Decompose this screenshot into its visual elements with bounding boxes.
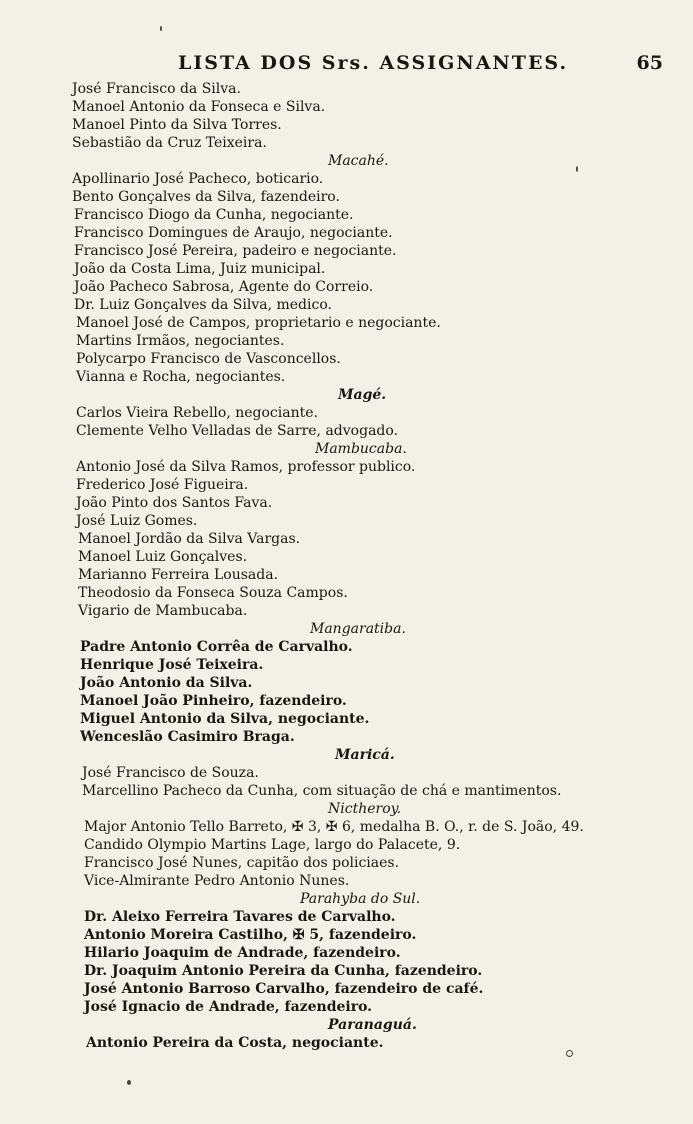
ink-speck — [127, 1080, 131, 1085]
list-entry: Clemente Velho Velladas de Sarre, advogado. — [76, 423, 399, 439]
list-entry: Marianno Ferreira Lousada. — [78, 567, 279, 583]
list-entry: Henrique José Teixeira. — [80, 657, 264, 673]
place-heading-parahyba: Parahyba do Sul. — [300, 891, 421, 907]
list-entry: Manoel José de Campos, proprietario e negociante. — [76, 315, 441, 331]
list-entry: Francisco Diogo da Cunha, negociante. — [74, 207, 354, 223]
list-entry: Bento Gonçalves da Silva, fazendeiro. — [72, 189, 340, 205]
list-entry: Manoel João Pinheiro, fazendeiro. — [80, 693, 347, 709]
list-entry: Marcellino Pacheco da Cunha, com situação de chá e mantimentos. — [82, 783, 562, 799]
place-heading-mambucaba: Mambucaba. — [315, 441, 407, 457]
page-number: 65 — [636, 52, 663, 74]
list-entry: João Pacheco Sabrosa, Agente do Correio. — [74, 279, 374, 295]
list-entry: Vigario de Mambucaba. — [78, 603, 248, 619]
list-entry: Miguel Antonio da Silva, negociante. — [80, 711, 370, 727]
list-entry: João da Costa Lima, Juiz municipal. — [74, 261, 326, 277]
list-entry: Carlos Vieira Rebello, negociante. — [76, 405, 318, 421]
subscriber-list — [70, 80, 670, 1052]
place-heading-macahe: Macahé. — [328, 153, 389, 169]
list-entry: Francisco José Nunes, capitão dos policiaes. — [84, 855, 400, 871]
place-heading-paranagua: Paranaguá. — [328, 1017, 417, 1033]
list-entry: Candido Olympio Martins Lage, largo do Palacete, 9. — [84, 837, 461, 853]
list-entry: Manoel Pinto da Silva Torres. — [72, 117, 282, 133]
list-entry: Manoel Antonio da Fonseca e Silva. — [72, 99, 326, 115]
list-entry: Dr. Luiz Gonçalves da Silva, medico. — [74, 297, 332, 313]
list-entry: Theodosio da Fonseca Souza Campos. — [78, 585, 348, 601]
list-entry: Vianna e Rocha, negociantes. — [76, 369, 286, 385]
page-header — [0, 52, 693, 76]
list-entry: José Ignacio de Andrade, fazendeiro. — [84, 999, 373, 1015]
place-heading-mangaratiba: Mangaratiba. — [310, 621, 406, 637]
list-entry: José Luiz Gomes. — [76, 513, 198, 529]
list-entry: José Antonio Barroso Carvalho, fazendeiro de café. — [84, 981, 484, 997]
list-entry: Frederico José Figueira. — [76, 477, 249, 493]
list-entry: João Pinto dos Santos Fava. — [76, 495, 273, 511]
list-entry: Dr. Aleixo Ferreira Tavares de Carvalho. — [84, 909, 396, 925]
list-entry: Francisco Domingues de Araujo, negociante. — [74, 225, 393, 241]
list-entry: José Francisco de Souza. — [82, 765, 259, 781]
list-entry: Martins Irmãos, negociantes. — [76, 333, 285, 349]
list-entry: Sebastião da Cruz Teixeira. — [72, 135, 267, 151]
ink-speck — [576, 166, 578, 172]
ink-speck — [160, 26, 162, 31]
list-entry: João Antonio da Silva. — [80, 675, 253, 691]
list-entry: Vice-Almirante Pedro Antonio Nunes. — [84, 873, 350, 889]
list-entry: Polycarpo Francisco de Vasconcellos. — [76, 351, 341, 367]
list-entry: Manoel Luiz Gonçalves. — [78, 549, 248, 565]
ink-speck — [566, 1050, 573, 1057]
list-entry: Hilario Joaquim de Andrade, fazendeiro. — [84, 945, 401, 961]
list-entry: Wenceslão Casimiro Braga. — [80, 729, 295, 745]
list-entry: Francisco José Pereira, padeiro e negociante. — [74, 243, 397, 259]
list-entry: Major Antonio Tello Barreto, ✠ 3, ✠ 6, medalha B. O., r. de S. João, 49. — [84, 819, 584, 835]
list-entry: Apollinario José Pacheco, boticario. — [72, 171, 324, 187]
list-entry: Manoel Jordão da Silva Vargas. — [78, 531, 301, 547]
place-heading-nictheroy: Nictheroy. — [328, 801, 402, 817]
place-heading-mage: Magé. — [338, 387, 387, 403]
list-entry: José Francisco da Silva. — [72, 81, 241, 97]
list-entry: Dr. Joaquim Antonio Pereira da Cunha, fazendeiro. — [84, 963, 483, 979]
list-entry: Padre Antonio Corrêa de Carvalho. — [80, 639, 353, 655]
list-entry: Antonio Pereira da Costa, negociante. — [86, 1035, 384, 1051]
place-heading-marica: Maricá. — [335, 747, 395, 763]
list-entry: Antonio Moreira Castilho, ✠ 5, fazendeiro. — [84, 927, 417, 943]
page-title: LISTA DOS Srs. ASSIGNANTES. — [178, 52, 569, 74]
list-entry: Antonio José da Silva Ramos, professor publico. — [76, 459, 416, 475]
